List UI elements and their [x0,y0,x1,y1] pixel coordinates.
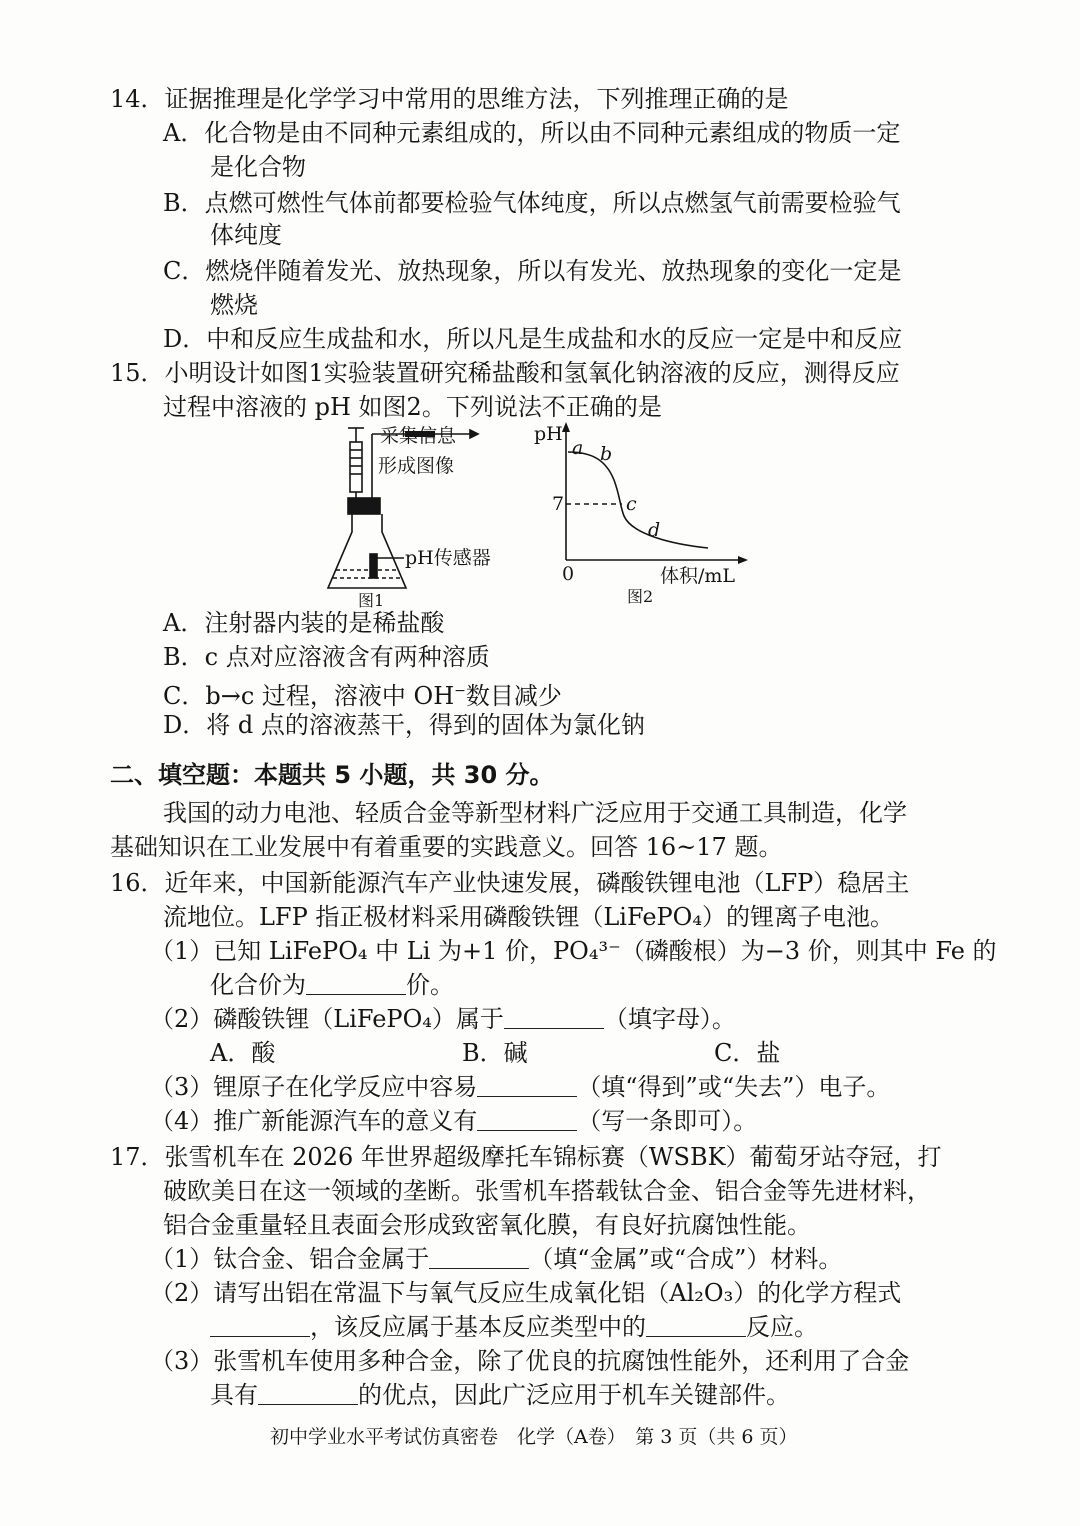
figure-2-ph-curve [530,420,760,610]
q16-option-c: C．盐 [714,1039,781,1067]
answer-blank-reaction-type[interactable] [646,1312,746,1337]
section-2-intro-cont: 基础知识在工业发展中有着重要的实践意义。回答 16~17 题。 [110,833,783,861]
q15-option-b: B．c 点对应溶液含有两种溶质 [163,643,490,671]
figure-1-apparatus [320,420,520,610]
q15-stem-cont: 过程中溶液的 pH 如图2。下列说法不正确的是 [163,393,662,421]
q17-stem-cont-1: 破欧美日在这一领域的垄断。张雪机车搭载钛合金、铝合金等先进材料， [163,1177,931,1205]
q14-option-d: D．中和反应生成盐和水，所以凡是生成盐和水的反应一定是中和反应 [163,325,903,353]
q16-part-2: （2）磷酸铁锂（LiFePO₄）属于 （填字母）。 [150,1005,736,1033]
x-axis-label: 体积/mL [660,565,736,587]
q14-option-b-cont: 体纯度 [210,221,282,249]
label-form-image: 形成图像 [378,455,455,477]
answer-blank-material-type[interactable] [429,1244,529,1269]
q17-part-3: （3）张雪机车使用多种合金，除了优良的抗腐蚀性能外，还利用了合金 [150,1347,910,1375]
q16-part-4: （4）推广新能源汽车的意义有 （写一条即可）。 [150,1107,758,1135]
q16-stem: 16．近年来，中国新能源汽车产业快速发展，磷酸铁锂电池（LFP）稳居主 [110,869,910,897]
figure-2-caption: 图2 [627,587,654,606]
label-ph-sensor: pH传感器 [405,547,491,569]
q16-part-1: （1）已知 LiFePO₄ 中 Li 为+1 价，PO₄³⁻（磷酸根）为−3 价，则其中 Fe 的 [150,937,997,965]
y-axis-label: pH [534,423,563,445]
section-2-intro: 我国的动力电池、轻质合金等新型材料广泛应用于交通工具制造，化学 [163,799,907,827]
q15-option-c: C．b→c 过程，溶液中 OH−数目减少 [163,682,562,710]
q17-stem: 17．张雪机车在 2026 年世界超级摩托车锦标赛（WSBK）葡萄牙站夺冠，打 [110,1143,942,1171]
q15-stem: 15．小明设计如图1实验装置研究稀盐酸和氢氧化钠溶液的反应，测得反应 [110,359,900,387]
origin-label: 0 [562,563,575,585]
point-a-label: a [572,437,584,459]
label-collect-info: 采集信息 [380,425,457,447]
q17-part-1: （1）钛合金、铝合金属于 （填“金属”或“合成”）材料。 [150,1245,843,1273]
answer-blank-fe-valence[interactable] [306,970,406,995]
figure-1-caption: 图1 [358,591,385,610]
q14-option-c-cont: 燃烧 [210,291,258,319]
q15-option-d: D．将 d 点的溶液蒸干，得到的固体为氯化钠 [163,711,645,739]
q17-part-2: （2）请写出铝在常温下与氧气反应生成氧化铝（Al₂O₃）的化学方程式 [150,1279,902,1307]
q17-stem-cont-2: 铝合金重量轻且表面会形成致密氧化膜，有良好抗腐蚀性能。 [163,1211,811,1239]
point-d-label: d [648,519,661,541]
answer-blank-alloy-advantage[interactable] [258,1380,358,1405]
point-b-label: b [600,443,613,465]
answer-blank-significance[interactable] [477,1106,577,1131]
q14-option-a: A．化合物是由不同种元素组成的，所以由不同种元素组成的物质一定 [163,119,901,147]
answer-blank-electron[interactable] [477,1072,577,1097]
q14-option-c: C．燃烧伴随着发光、放热现象，所以有发光、放热现象的变化一定是 [163,257,902,285]
q15-option-a: A．注射器内装的是稀盐酸 [163,609,445,637]
q14-stem: 14．证据推理是化学学习中常用的思维方法，下列推理正确的是 [110,85,789,113]
q16-stem-cont: 流地位。LFP 指正极材料采用磷酸铁锂（LiFePO₄）的锂离子电池。 [163,903,894,931]
tick-7: 7 [552,493,565,515]
q17-part-3-cont: 具有 的优点，因此广泛应用于机车关键部件。 [210,1381,790,1409]
q14-option-a-cont: 是化合物 [210,153,306,181]
answer-blank-classification[interactable] [504,1004,604,1029]
q17-part-2-cont: ，该反应属于基本反应类型中的 反应。 [210,1310,818,1344]
q16-part-1-cont: 化合价为 价。 [210,971,454,999]
section-2-heading: 二、填空题：本题共 5 小题，共 30 分。 [110,761,554,789]
q14-option-b: B．点燃可燃性气体前都要检验气体纯度，所以点燃氢气前需要检验气 [163,189,901,217]
q16-option-a: A．酸 [210,1039,276,1067]
q16-part-3: （3）锂原子在化学反应中容易 （填“得到”或“失去”）电子。 [150,1073,891,1101]
q16-option-b: B．碱 [462,1039,528,1067]
page-footer: 初中学业水平考试仿真密卷 化学（A卷） 第 3 页（共 6 页） [270,1426,798,1448]
answer-blank-equation[interactable] [210,1312,310,1337]
point-c-label: c [626,493,637,515]
